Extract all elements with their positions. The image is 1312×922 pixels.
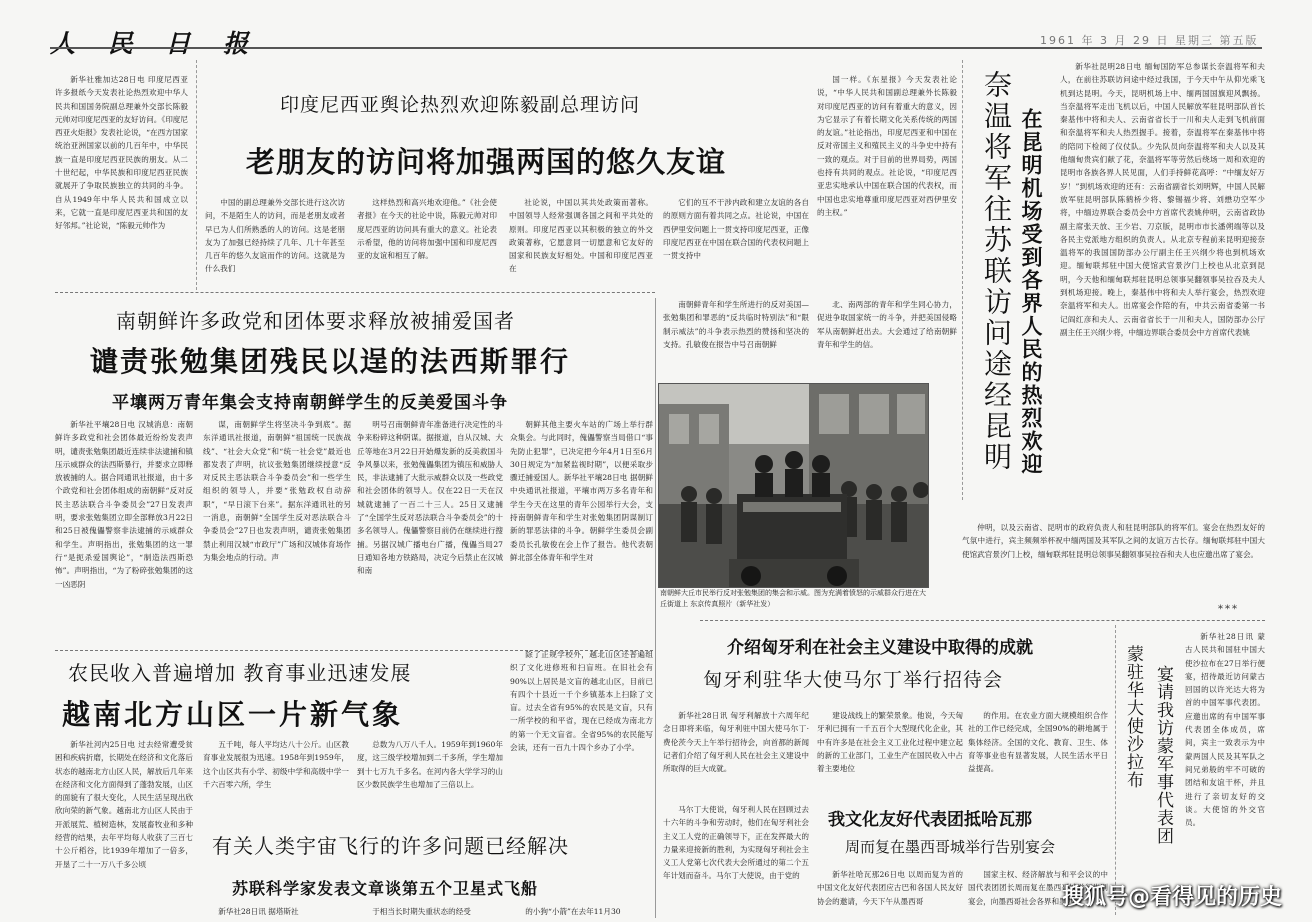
photo-image (659, 384, 929, 588)
a1-column: 它们的互不干涉内政和建立友谊的各自的原则方面有着共同之点。社论说，中国在西伊里安问题上一贯支持印度尼西亚，正像印度尼西亚在中国在联合国的代表权问题上一贯支持中 (663, 198, 809, 261)
a6-headline: 匈牙利驻华大使马尔丁举行招待会 (703, 669, 1004, 691)
masthead-rule (50, 47, 1262, 49)
a3-kicker: 农民收入普遍增加 教育事业迅速发展 (68, 661, 412, 685)
a8-headline: 蒙驻华大使沙拉布 (1123, 645, 1143, 789)
a2-headline: 谴责张勉集团残民以逞的法西斯罪行 (90, 345, 571, 378)
a6-column: 建设战线上的繁荣景象。他说，今天匈牙利已拥有一千五百个大型现代化企业，其中有许多是在社会主义工业化过程中建立起的新的工业部门，工业生产在国民收入中占着主要地位 (817, 711, 963, 774)
a4-column: 的小狗“小箭”在去年11月30 (525, 907, 621, 916)
a5-deck: 在昆明机场受到各界人民的热烈欢迎 (1019, 108, 1044, 476)
a5-column: 新华社昆明28日电 缅甸国防军总参谋长奈温将军和夫人，在前往苏联访问途中经过我国，于今天中午从仰光乘飞机到达昆明。今天，昆明机场上中、缅两国国旗迎风飘扬。当奈温将军走出飞机以后，中国人民解放军驻昆明部队首长秦基伟中将和夫人、云南省省长于一川和夫人走到飞机前面和奈温将军和夫人热烈握手。接着，奈温将军在秦基伟中将的陪同下检阅了仪仗队。少先队员向奈温将军和夫人以及其他缅甸贵宾们献了花，奈温将军等劳然后绕场一周和欢迎的昆明市各族各界人民见面，人们手持鲜花高呼：“中缅友好万岁！”到机场欢迎的还有：云南省副省长刘明辉，中国人民解放军驻昆明部队陈鹤桥少将、黎锡福少将、刘懋功空军少将，中缅边界联合委员会中方首席代表姚仲明，云南省政协副主席张天放、王少岩、刀京版，昆明市市长潘朔端等以及各民主党派地方组织的负责人。从北京专程前来昆明迎接奈温将军的我国国防部办公厅副主任王兴纲少将也到机场欢迎。缅甸联邦驻中国大使馆武官景汐门上校也从北京到昆明，今天他和缅甸联邦驻昆明总领事吴翻领事吴拉吞及夫人到机场迎接。晚上，秦基伟中将和夫人举行宴会，热烈欢迎奈温将军和夫人。出席宴会作陪的有，中共云南省委第一书记阎红彦和夫人、云南省省长于一川和夫人，国防部办公厅副主任王兴纲少将，中缅边界联合委员会中方首席代表姚 (1060, 62, 1265, 337)
a6-column: 新华社28日讯 匈牙利解放十六周年纪念日即将来临，匈牙利驻中国大使马尔丁·费伦茨今天上午举行招待会，向首都的新闻记者们介绍了匈牙利人民在社会主义建设中所取得的巨大成就。 (663, 711, 809, 774)
a2-column: 新华社平壤28日电 汉城消息：南朝鲜许多政党和社会团体最近纷纷发表声明，谴责张勉集团最近连续非法逮捕和镇压示威群众的法西斯暴行，并要求立即释放被捕的人。据合同通讯社报道，由十多个政党和社会团体组成的南朝鲜“反对反民主恶法联合斗争委员会”27日发表声明，要求张勉集团立即全部释放3月22日和25日被傀儡警察非法逮捕的示威群众和学生。声明指出，张勉集团的这一罪行“是扼杀爱国舆论”，“制造法西斯恐怖”。声明指出，“为了粉碎张勉集团的这一凶恶阴 (55, 420, 193, 589)
a6-kicker: 介绍匈牙利在社会主义建设中取得的成就 (727, 638, 1033, 658)
masthead-date: 1961 年 3 月 29 日 星期三 第五版 (1040, 34, 1259, 47)
section-divider (700, 620, 1265, 621)
a3-column: 除了正规学校外，越北山区还普遍组织了文化进修班和扫盲班。在旧社会有90%以上居民是文盲的越北山区，目前已有四个十县近一千个乡镇基本上扫除了文盲。过去全省有95%的农民是文盲，只有一所学校的和平省，现在已经成为南北方的第一个无文盲省。全省95%的农民能写会读，还有一百九十四个乡办了小学。 (510, 650, 653, 753)
a8-deck: 宴请我访蒙军事代表团 (1153, 665, 1173, 845)
a2-column: 谋，南朝鲜学生将坚决斗争到底”。据东洋通讯社报道，南朝鲜“祖国统一民族战线”、“社会大众党”和“统一社会党”最近也都发表了声明，抗议张勉集团继续授意“反对反民主恶法联合斗争委员会”和一些学生组织的领导人，并要“张勉政权自动辞职”，“早日滚下台来”。据东洋通讯社的另一消息，南朝鲜“全国学生反对恶法联合斗争委员会”27日也发表声明，谴责张勉集团禁止利用汉城“市政厅”广场和汉城体育场作为集会地点的行动。声 (203, 420, 351, 562)
a5-column: 仲明，以及云南省、昆明市的政府负责人和驻昆明部队的将军们。宴会在热烈友好的气氛中进行，宾主频频举杯祝中缅两国及其军队之间的友谊万古长存。缅甸联邦驻中国大使馆武官景汐门上校，缅甸联邦驻昆明总领事吴翻领事吴拉吞和夫人也应邀出席了宴会。 (962, 523, 1265, 559)
a3-headline: 越南北方山区一片新气象 (62, 698, 404, 731)
a1-intro-column: 新华社雅加达28日电 印度尼西亚许多报纸今天发表社论热烈欢迎中华人民共和国国务院副总理兼外交部长陈毅元帅对印度尼西亚的友好访问。《印度尼西亚火炬报》发表社论说，“在西方国家统治亚洲国家以前的几百年中，中华民族一直是印度尼西亚民族的朋友。从二十世纪起，中华民族和印度尼西亚民族就展开了争取民族独立的共同的斗争。自从1949年中华人民共和国成立以来，它就一直是印度尼西亚共和国的友好邻邦。”社论说，“陈毅元帅作为 (55, 75, 188, 231)
a2-column: 南朝鲜青年和学生所进行的反对美国—张勉集团和罪恶的“反共临时特别法”和“限制示威法”的斗争表示热烈的赞扬和坚决的支持。孔敏俊在报告中号召南朝鲜 (663, 300, 809, 349)
a2-subheadline: 平壤两万青年集会支持南朝鲜学生的反美爱国斗争 (112, 393, 508, 413)
a2-kicker: 南朝鲜许多政党和团体要求释放被捕爱国者 (116, 309, 515, 333)
a4-column: 于相当长时期失重状态的经受 (372, 907, 471, 916)
a1-column: 国一样。《东星报》今天发表社论说，“中华人民共和国副总理兼外长陈毅对印度尼西亚的访问有着重大的意义，因为它显示了有着长期文化关系传统的两国的友谊。”社论指出，印度尼西亚和中国在反对帝国主义和殖民主义的斗争史中持有一致的观点。对于目前的世界局势，两国也持有共同的观点。社论说，“印度尼西亚忠实地承认中国在联合国的代表权，而中国也忠实地尊重印度尼西亚对西伊里安的主权。” (817, 75, 957, 217)
a3-column: 新华社河内25日电 过去经常遭受贫困和疾病折磨，长期处在经济和文化落后状态的越南北方山区人民，解放后几年来在经济和文化方面得到了蓬勃发展，山区的面貌有了很大变化，人民生活呈现出欣欣向荣的新气象。越南北方山区人民由于开派展荒、植树造林，发展畜牧业和多种经营的结果，去年平均每人收获了三百七十公斤稻谷，比1939年增加了一倍多，开垦了二十一万八千多公顷 (55, 740, 193, 869)
watermark: 搜狐号@看得见的历史 (1061, 885, 1282, 910)
section-divider (55, 292, 655, 293)
a1-kicker: 印度尼西亚舆论热烈欢迎陈毅副总理访问 (280, 94, 641, 116)
a7-column: 国家主权、经济解放与和平会议的中国代表团团长周而复在墨西哥城举行告别宴会，向墨西哥社会各界和墨西 (968, 870, 1108, 906)
a3-column: 总数为八万八千人。1959年到1960年度，这三级学校增加到二千多所，学生增加到十七万九千多名。在河内各大学学习的山区少数民族学生也增加了三倍以上。 (357, 740, 503, 789)
a1-column: 社论说，中国以其共处政策而著称。中国领导人经常强调各国之间和平共处的原则。印度尼西亚以其积极的独立的外交政策著称，它愿意同一切愿意和它友好的国家和民族友好相处。中国和印度尼西亚在 (509, 198, 653, 274)
a2-column: 明号召南朝鲜青年准备进行决定性的斗争来粉碎这种阴谋。据报道，自从汉城、大丘等地在3月22日开始爆发新的反美救国斗争风暴以来，张勉傀儡集团为镇压和威胁人民，非法逮捕了大批示威群众以及一些政党和社会团体的领导人。仅在22日一天在汉城就逮捕了一百二十三人。25日又逮捕了“全国学生反对恶法联合斗争委员会”的十多名领导人。傀儡警察目前仍在继续进行搜捕。另据汉城广播电台广播，傀儡当局27日通知各地方铁路局，决定今后禁止在汉城和南 (357, 420, 503, 576)
a1-column: 这样热烈和高兴地欢迎他。”《社会使者报》在今天的社论中说，陈毅元帅对印度尼西亚的访问具有重大的意义。社论表示希望，他的访问将加强中国和印度尼西亚的友谊和相互了解。 (357, 198, 497, 261)
a4-column: 新华社28日讯 据塔斯社 (218, 907, 299, 916)
photo-caption: 南朝鲜大丘市民举行反对张勉集团的集会和示威。图为充满着愤怒的示威群众行进在大丘街道上 东京传真照片（新华社发） (660, 589, 926, 608)
column-divider (196, 60, 197, 290)
column-divider (962, 60, 963, 500)
a6-column: 的作用。在农业方面大规模组织合作社的工作已经完成，全国90%的耕地属于集体经济。全国的文化、教育、卫生、体育等事业也有显著发展，人民生活水平日益提高。 (968, 711, 1108, 774)
a3-column: 五千吨，每人平均达八十公斤。山区教育事业发展很为迅速。1958年到1959年，这个山区共有小学、初级中学和高级中学一千六百零六所，学生 (203, 740, 349, 789)
a4-kicker: 有关人类宇宙飞行的许多问题已经解决 (212, 834, 569, 858)
a7-headline: 我文化友好代表团抵哈瓦那 (828, 810, 1032, 830)
a7-subheadline: 周而复在墨西哥城举行告别宴会 (845, 838, 1056, 856)
column-divider (655, 298, 656, 918)
masthead-title: 人 民 日 报 (50, 29, 261, 58)
news-photo-protest (658, 383, 929, 588)
column-divider (1115, 625, 1116, 915)
a7-column: 马尔丁大使说，匈牙利人民在回顾过去十六年的斗争和劳动时，他们在匈牙利社会主义工人党的正确领导下，正在发挥最大的力量来迎接新的胜利，为实现匈牙利社会主义工人党第七次代表大会所通过的第二个五年计划而奋斗。马尔丁大使说，由于党的 (663, 805, 809, 881)
a5-headline: 奈温将军往苏联访问途经昆明 (980, 70, 1013, 473)
a2-column: 朝鲜其他主要火车站的广场上举行群众集会。与此同时，傀儡警察当局借口“事先防止犯罪”，已决定把今年4月1日至6月30日规定为“加紧监视时期”，以便采取步骤迁捕爱国人。新华社平壤28日电 据朝鲜中央通讯社报道，平壤市两万多名青年和学生今天在这里的青年公园举行大会，支持南朝鲜青年和学生对张勉集团阴谋制订新的罪恶法律的斗争。朝鲜学生委员会副委员长孔敏俊在会上作了报告。他代表朝鲜北部全体青年和学生对 (510, 420, 653, 562)
a7-column: 新华社哈瓦那26日电 以周而复为首的中国文化友好代表团应古巴和各国人民友好协会的邀请，今天下午从墨西哥 (817, 870, 963, 906)
a8-column: 新华社28日讯 蒙古人民共和国驻中国大使沙拉布在27日举行便宴，招待最近访问蒙古回国的以许光达大将为首的中国军事代表团。应邀出席的有中国军事代表团全体成员，席间，宾主一致表示为中蒙两国人民及其军队之间兄弟般的牢不可破的团结和友谊干杯，并且进行了亲切友好的交谈。大使馆的外交官员。 (1185, 632, 1265, 828)
a1-headline: 老朋友的访问将加强两国的悠久友谊 (246, 145, 727, 179)
a2-column: 北、南两部的青年和学生同心协力，促进争取国家统一的斗争，并把美国侵略军从南朝鲜赶出去。大会通过了给南朝鲜青年和学生的信。 (817, 300, 957, 349)
a4-headline: 苏联科学家发表文章谈第五个卫星式飞船 (232, 879, 539, 898)
end-mark: *** (1218, 604, 1239, 615)
a1-column: 中国的副总理兼外交部长进行这次访问，不是陌生人的访问，而是老朋友或者早已为人们所熟悉的人的访问。这是老朋友为了加强已经持续了几年、几十年甚至几百年的悠久友谊而作的访问。这就是为什么我们 (205, 198, 345, 274)
